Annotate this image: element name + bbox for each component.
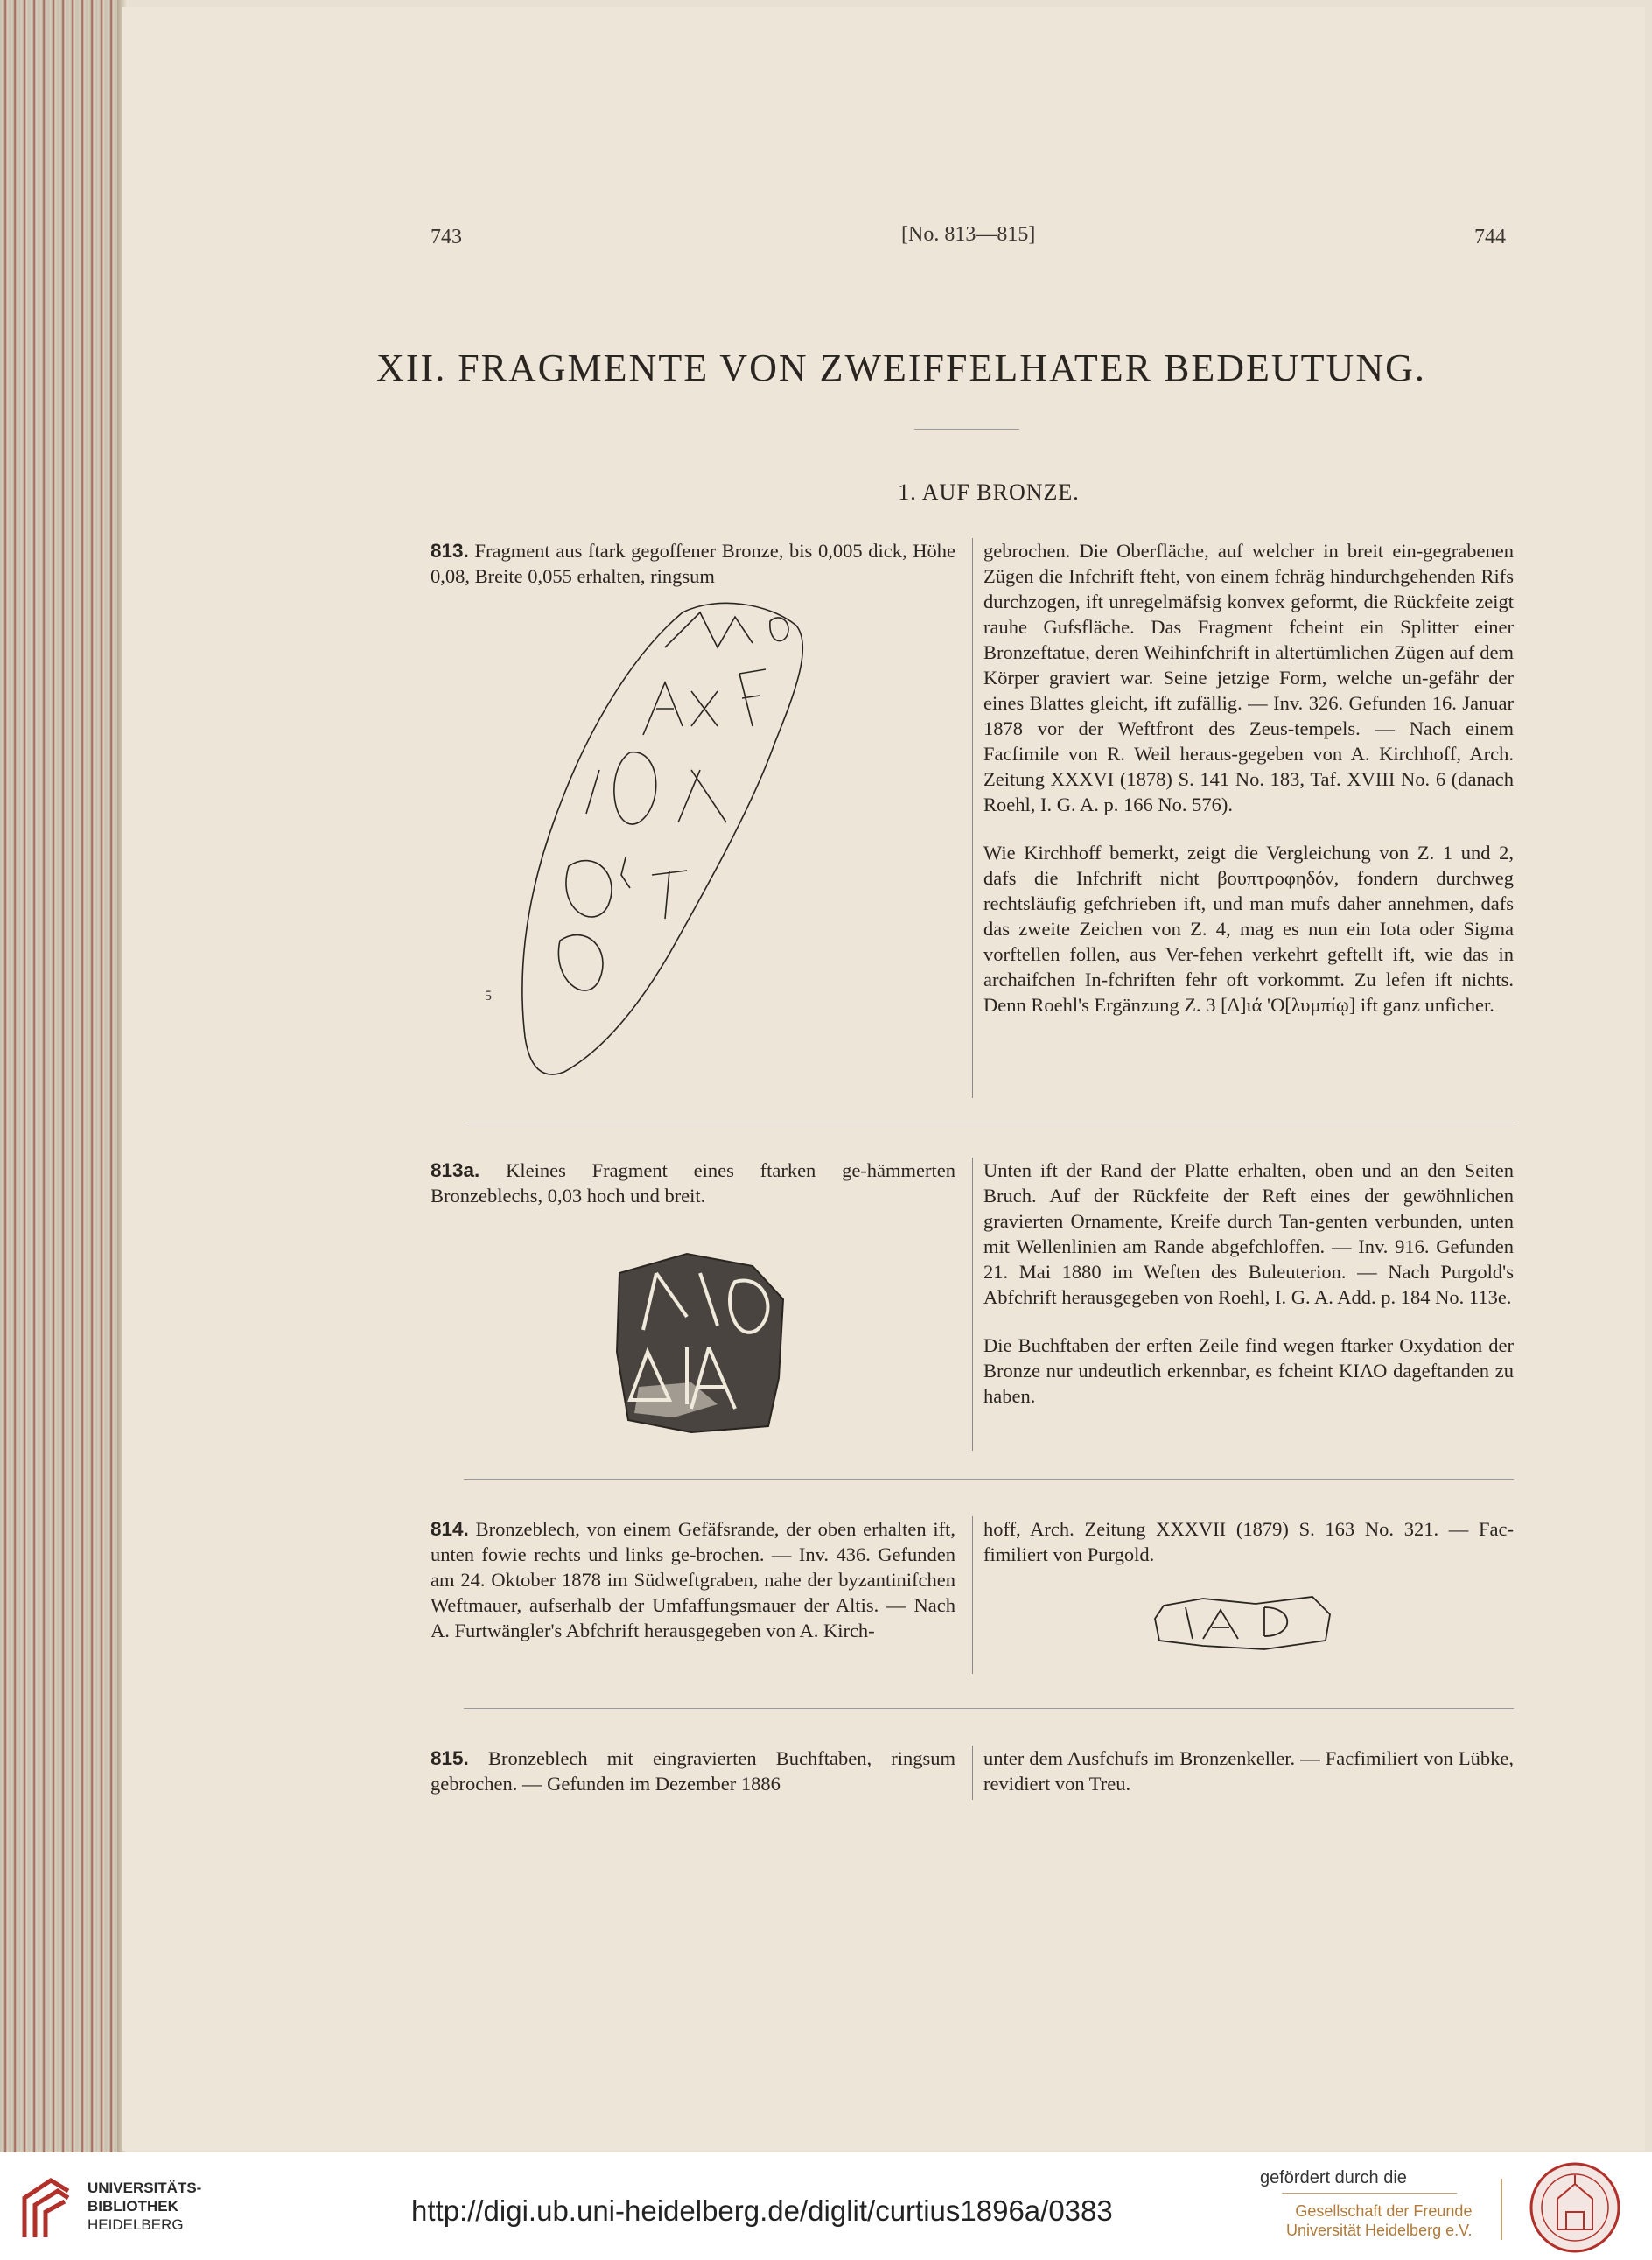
entry-814-left bbox=[430, 1516, 956, 1643]
entry-815-continuation: unter dem Ausfchufs im Bronzenkeller. — Facfimiliert von Lübke, revidiert von Treu. bbox=[984, 1747, 1514, 1795]
column-divider bbox=[972, 538, 973, 1098]
sponsor-label: gefördert durch die bbox=[1260, 2168, 1407, 2187]
column-divider bbox=[972, 1516, 973, 1674]
entry-813a-right bbox=[984, 1158, 1514, 1409]
sponsor-rule bbox=[1282, 2193, 1457, 2194]
page-number-left: 743 bbox=[430, 226, 462, 248]
entry-divider bbox=[464, 1479, 1514, 1480]
column-divider bbox=[972, 1746, 973, 1800]
page-number-right: 744 bbox=[1474, 226, 1506, 248]
entry-number: 813a. bbox=[430, 1159, 480, 1181]
fragment-813-drawing bbox=[485, 595, 858, 1094]
library-name bbox=[88, 2179, 201, 2234]
fragment-814-drawing bbox=[1151, 1588, 1343, 1658]
page-edges bbox=[0, 0, 122, 2161]
line-marker: 5 bbox=[485, 989, 492, 1004]
permalink-url[interactable]: http://digi.ub.uni-heidelberg.de/diglit/curtius1896a/0383 bbox=[411, 2194, 1113, 2227]
entry-813-intro: Fragment aus ftark gegoffener Bronze, bis 0,005 dick, Höhe 0,08, Breite 0,055 erhalten, ringsum bbox=[430, 540, 956, 587]
entry-815-left bbox=[430, 1746, 956, 1796]
entry-814-right bbox=[984, 1516, 1514, 1567]
entry-814-continuation: hoff, Arch. Zeitung XXXVII (1879) S. 163 No. 321. — Fac-fimiliert von Purgold. bbox=[984, 1518, 1514, 1565]
entry-number: 814. bbox=[430, 1518, 469, 1540]
sponsor-name-line: Universität Heidelberg e.V. bbox=[1286, 2222, 1473, 2239]
chapter-title: XII. FRAGMENTE VON ZWEIFFELHATER BEDEUTUNG. bbox=[376, 346, 1426, 389]
running-head: [No. 813—815] bbox=[901, 223, 1036, 246]
entry-814-intro: Bronzeblech, von einem Gefäfsrande, der oben erhalten ift, unten fowie rechts und links ge-brochen. — Inv. 436. Gefunden am 24. Oktober 1878 im Südweftgraben, nahe der byzantinifchen Weftmauer, aufserhalb der Umfaffungsmauer der Altis. — Nach A. Furtwängler's Abfchrift herausgegeben von A. Kirch- bbox=[430, 1518, 956, 1641]
page-paper bbox=[122, 7, 1645, 2151]
entry-813-paragraph-2: Wie Kirchhoff bemerkt, zeigt die Vergleichung von Z. 1 und 2, dafs die Infchrift nicht βουπτροφηδόν, fondern durchweg rechtsläufig gefchrieben ift, und man mufs daher annehmen, dafs das zweite Zeichen von Z. 4, mag es nun ein Iota oder Sigma vorftellen follen, aus Ver-fehen verkehrt geftellt ift, wie das in archaifchen In-fchriften fehr oft vorkommt. Zu lefen ift nichts. Denn Roehl's Ergänzung Z. 3 [Δ]ιά 'Ο[λυμπίῳ] ift ganz unficher. bbox=[984, 842, 1514, 1016]
title-rule bbox=[914, 429, 1019, 430]
column-divider bbox=[972, 1158, 973, 1451]
library-name-line: BIBLIOTHEK bbox=[88, 2198, 178, 2215]
fragment-813a-drawing bbox=[604, 1247, 796, 1439]
section-heading: 1. AUF BRONZE. bbox=[898, 479, 1080, 505]
sponsor-name bbox=[1286, 2201, 1472, 2240]
entry-813-paragraph-1: gebrochen. Die Oberfläche, auf welcher in breit ein-gegrabenen Zügen die Infchrift fteht, von einem fchräg hindurchgehenden Rifs durchzogen, ift unregelmäfsig konvex geformt, die Rückfeite zeigt rauhe Gufsfläche. Das Fragment fcheint ein Splitter einer Bronzeftatue, deren Weihinfchrift in altertümlichen Zügen auf dem Körper graviert war. Seine jetzige Form, welche un-gefähr der eines Blattes gleicht, ift zufällig. — Inv. 326. Gefunden 16. Januar 1878 vor der Weftfront des Zeus-tempels. — Nach einem Facfimile von R. Weil heraus-gegeben von A. Kirchhoff, Arch. Zeitung XXXVI (1878) S. 141 No. 183, Taf. XVIII No. 6 (danach Roehl, I. G. A. p. 166 No. 576). bbox=[984, 540, 1514, 815]
entry-813a-intro: Kleines Fragment eines ftarken ge-hämmerten Bronzeblechs, 0,03 hoch und breit. bbox=[430, 1159, 956, 1207]
entry-divider bbox=[464, 1708, 1514, 1709]
entry-813a-paragraph-2: Die Buchftaben der erften Zeile find wegen ftarker Oxydation der Bronze nur undeutlich erkennbar, es fcheint ΚΙΛΟ dageftanden zu haben. bbox=[984, 1334, 1514, 1407]
sponsor-name-line: Gesellschaft der Freunde bbox=[1295, 2202, 1473, 2220]
footer-bar bbox=[0, 2152, 1652, 2260]
entry-815-right bbox=[984, 1746, 1514, 1796]
entry-number: 815. bbox=[430, 1747, 469, 1769]
entry-813a-paragraph-1: Unten ift der Rand der Platte erhalten, oben und an den Seiten Bruch. Auf der Rückfeite der Reft eines der gewöhnlichen gravierten Ornamente, Kreife durch Tan-genten verbunden, unten mit Wellenlinien am Rande abgefchloffen. — Inv. 916. Gefunden 21. Mai 1880 im Weften des Buleuterion. — Nach Purgold's Abfchrift herausgegeben von Roehl, I. G. A. Add. p. 184 No. 113e. bbox=[984, 1159, 1514, 1308]
ub-heidelberg-logo-icon bbox=[16, 2172, 77, 2242]
entry-813-left bbox=[430, 538, 956, 589]
entry-813-right bbox=[984, 538, 1514, 1018]
entry-813a-left bbox=[430, 1158, 956, 1208]
library-name-line: UNIVERSITÄTS- bbox=[88, 2180, 202, 2196]
sponsor-divider bbox=[1501, 2179, 1502, 2240]
library-name-line: HEIDELBERG bbox=[88, 2216, 184, 2233]
university-seal-icon bbox=[1527, 2159, 1623, 2256]
entry-number: 813. bbox=[430, 540, 469, 562]
entry-815-intro: Bronzeblech mit eingravierten Buchftaben, ringsum gebrochen. — Gefunden im Dezember 1886 bbox=[430, 1747, 956, 1795]
